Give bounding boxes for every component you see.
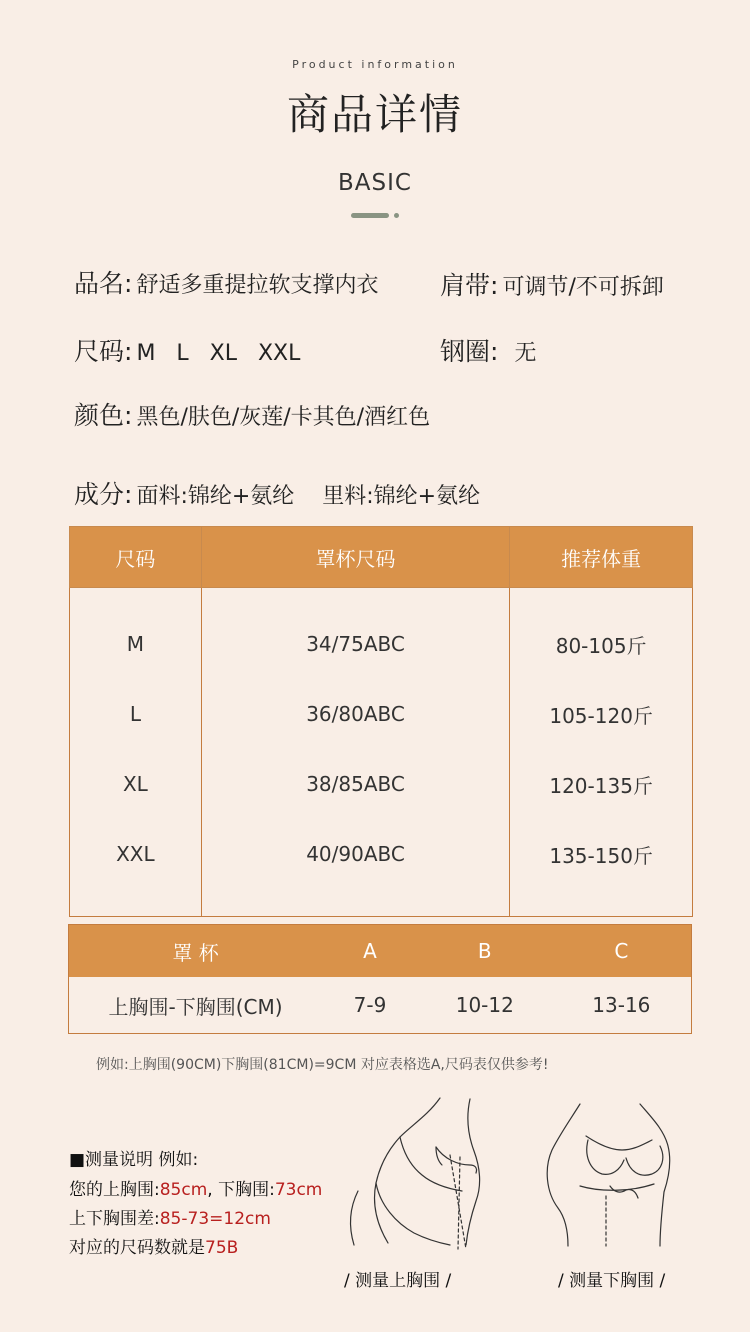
header-size: 尺码 <box>70 527 202 588</box>
under-bust-illustration <box>540 1100 690 1250</box>
spec-size-value: M L XL XXL <box>136 341 301 366</box>
cell-size: L <box>70 679 202 749</box>
cell-size: M <box>70 588 202 680</box>
measure-line-1 <box>69 1175 322 1200</box>
measure-lower-value: 73cm <box>274 1180 323 1200</box>
eyebrow-text: Product information <box>292 58 458 71</box>
spec-strap-key: 肩带: <box>440 271 499 300</box>
cell-a: 7-9 <box>353 993 387 1017</box>
caption-upper-bust: / 测量上胸围 / <box>344 1271 452 1291</box>
header-cup-b: B <box>418 925 552 978</box>
cell-weight: 120-135斤 <box>510 749 693 819</box>
section-subtitle: BASIC <box>338 170 412 196</box>
spec-size <box>74 332 300 368</box>
table-row <box>70 588 693 680</box>
size-table <box>69 526 693 917</box>
measure-line-1-label: 您的上胸围: <box>69 1180 160 1200</box>
spec-color-value: 黑色/肤色/灰莲/卡其色/酒红色 <box>136 405 431 430</box>
header-cup-a: A <box>322 925 418 978</box>
page-title: 商品详情 <box>286 90 463 139</box>
spec-wire-key: 钢圈: <box>440 337 499 366</box>
cell-cup: 34/75ABC <box>201 588 510 680</box>
header-cup-c: C <box>552 925 692 978</box>
table-row <box>69 977 692 1034</box>
spec-name-key: 品名: <box>74 269 133 298</box>
measure-line-1-mid: , 下胸围: <box>207 1180 275 1200</box>
size-note: 例如:上胸围(90CM)下胸围(81CM)=9CM 对应表格选A,尺码表仅供参考! <box>96 1057 549 1073</box>
measure-result-value: 75B <box>205 1238 239 1258</box>
cell-cup: 40/90ABC <box>201 819 510 917</box>
cup-table <box>68 924 692 1034</box>
spec-name <box>74 264 378 300</box>
spec-wire <box>440 332 536 368</box>
measure-title: ■测量说明 例如: <box>69 1150 199 1170</box>
spec-size-key: 尺码: <box>74 337 133 366</box>
spec-strap-value: 可调节/不可拆卸 <box>502 275 664 300</box>
spec-material <box>74 475 480 511</box>
spec-color-key: 颜色: <box>74 401 133 430</box>
table-row <box>70 679 693 749</box>
measure-upper-value: 85cm <box>159 1180 208 1200</box>
cell-size: XXL <box>70 819 202 917</box>
cell-b: 10-12 <box>455 993 514 1017</box>
cell-c: 13-16 <box>592 993 651 1017</box>
measure-line-2-label: 上下胸围差: <box>69 1209 160 1229</box>
cup-table-header <box>69 925 692 978</box>
measure-line-2 <box>69 1204 271 1229</box>
spec-wire-value: 无 <box>514 341 537 366</box>
measure-line-3 <box>69 1233 238 1258</box>
upper-bust-illustration <box>340 1095 500 1255</box>
decorative-dot <box>394 213 399 218</box>
cell-cup: 36/80ABC <box>201 679 510 749</box>
spec-material-value: 面料:锦纶+氨纶 里料:锦纶+氨纶 <box>136 484 481 509</box>
header-cup-size: 罩杯尺码 <box>201 527 510 588</box>
cell-weight: 105-120斤 <box>510 679 693 749</box>
cell-weight: 80-105斤 <box>510 588 693 680</box>
measure-diff-value: 85-73=12cm <box>159 1209 271 1229</box>
cell-cup: 38/85ABC <box>201 749 510 819</box>
header-cup: 罩 杯 <box>69 925 323 978</box>
measure-line-3-label: 对应的尺码数就是 <box>69 1238 205 1258</box>
size-table-header <box>70 527 693 588</box>
cell-size: XL <box>70 749 202 819</box>
spec-color <box>74 396 430 432</box>
spec-material-key: 成分: <box>74 480 133 509</box>
decorative-bar <box>351 213 389 218</box>
caption-under-bust: / 测量下胸围 / <box>558 1271 666 1291</box>
table-row <box>70 749 693 819</box>
spec-strap <box>440 266 664 302</box>
cell-label: 上胸围-下胸围(CM) <box>108 994 283 1019</box>
header-weight: 推荐体重 <box>510 527 693 588</box>
table-row <box>70 819 693 917</box>
spec-name-value: 舒适多重提拉软支撑内衣 <box>136 273 379 298</box>
cell-weight: 135-150斤 <box>510 819 693 917</box>
